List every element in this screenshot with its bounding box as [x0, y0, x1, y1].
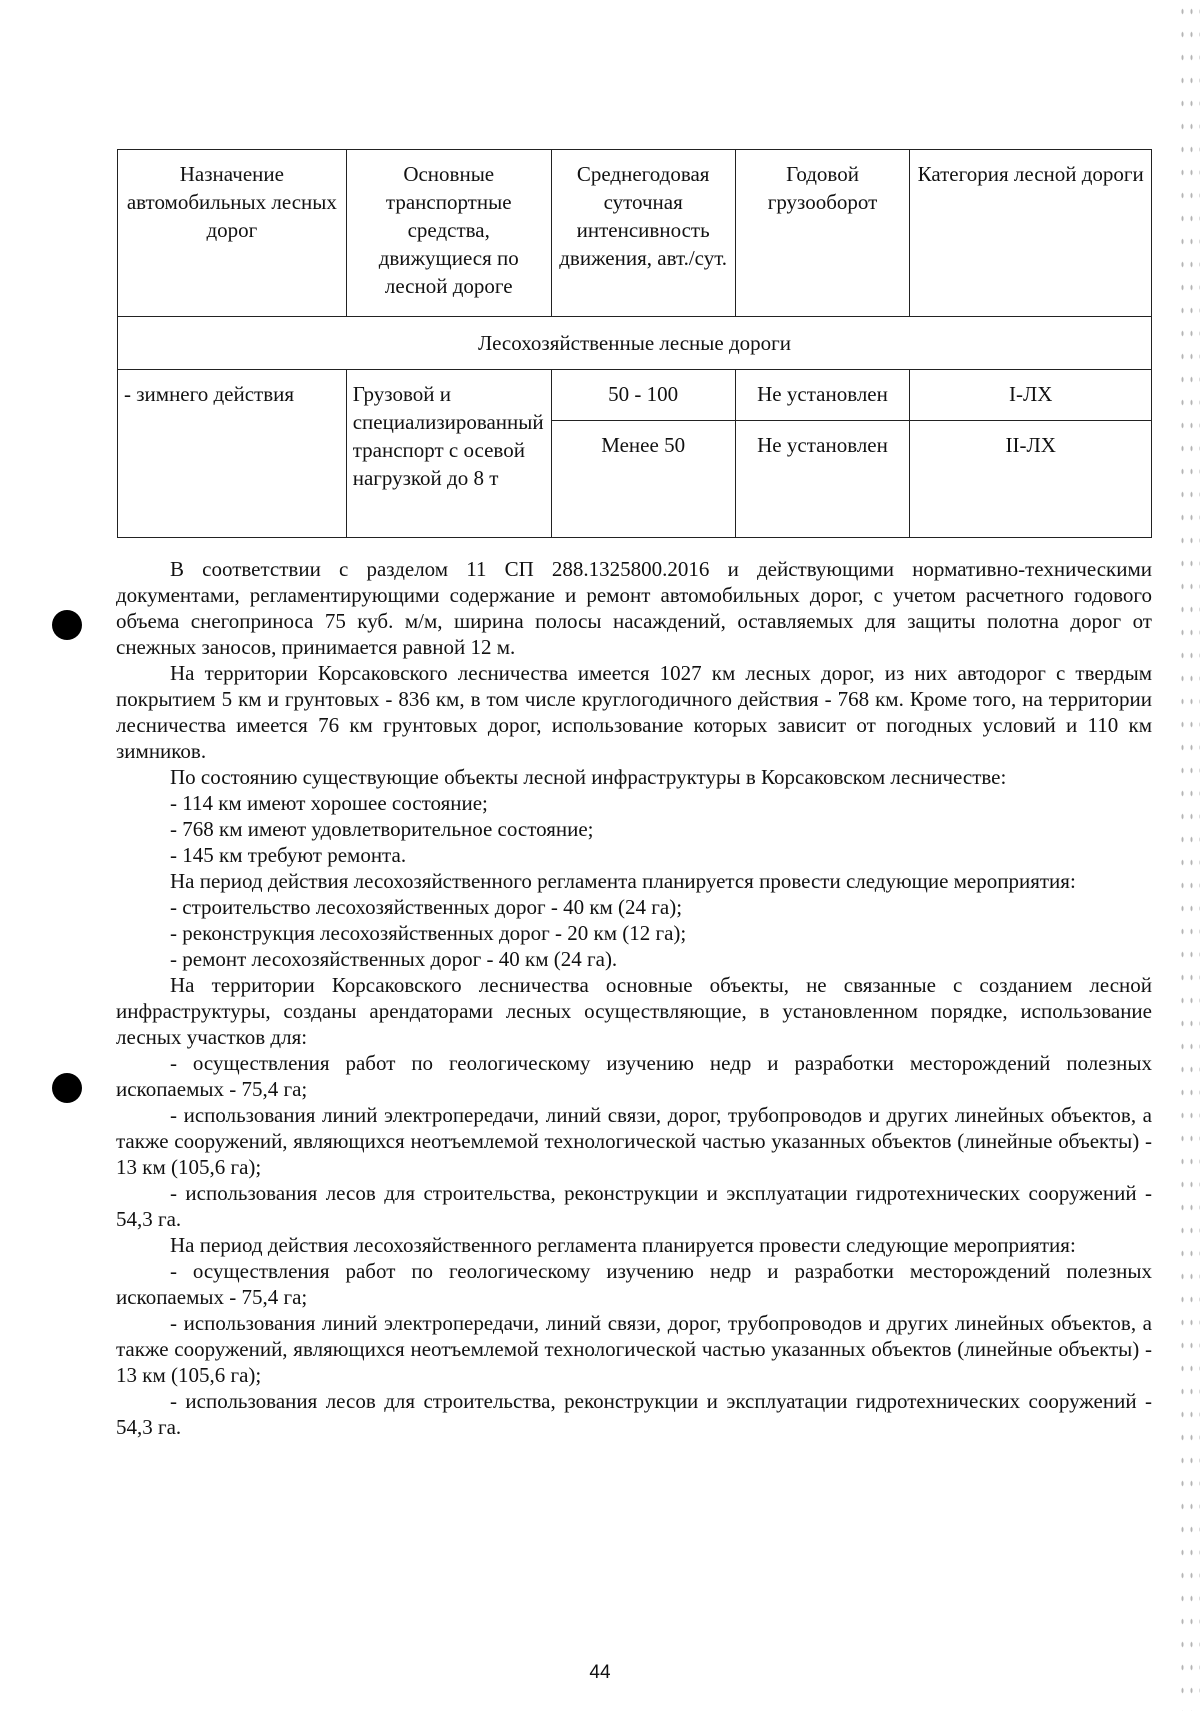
cell-intensity: 50 - 100	[551, 370, 735, 421]
scan-edge-noise	[1178, 0, 1200, 1711]
body-text	[116, 556, 1152, 1440]
header-purpose: Назначение автомобильных лесных дорог	[118, 150, 347, 317]
paragraph: На территории Корсаковского лесничества имеется 1027 км лесных дорог, из них автодорог с твердым покрытием 5 км и грунтовых - 836 км, в том числе круглогодичного действия - 768 км. Кроме того, на территории лесничества имеется 76 км грунтовых дорог, использование которых зависит от погодных условий и 110 км зимников.	[116, 661, 1152, 763]
table-header-row	[118, 150, 1152, 317]
cell-purpose: - зимнего действия	[118, 370, 347, 538]
paragraph: В соответствии с разделом 11 СП 288.1325800.2016 и действующими нормативно-техническими документами, регламентирующими содержание и ремонт автомобильных дорог, с учетом расчетного годового объема снегоприноса 75 куб. м/м, ширина полосы насаждений, оставляемых для защиты полотна дорог от снежных заносов, принимается равной 12 м.	[116, 557, 1152, 659]
list-item: - использования лесов для строительства, реконструкции и эксплуатации гидротехнических сооружений - 54,3 га.	[116, 1389, 1152, 1439]
list-item: - осуществления работ по геологическому изучению недр и разработки месторождений полезных ископаемых - 75,4 га;	[116, 1051, 1152, 1101]
cell-intensity: Менее 50	[551, 421, 735, 538]
cell-category: II-ЛХ	[910, 421, 1152, 538]
paragraph: На период действия лесохозяйственного регламента планируется провести следующие мероприятия:	[170, 869, 1076, 893]
list-item: - 145 км требуют ремонта.	[170, 843, 407, 867]
list-item: - ремонт лесохозяйственных дорог - 40 км (24 га).	[170, 947, 618, 971]
list-item: - 768 км имеют удовлетворительное состояние;	[170, 817, 594, 841]
cell-turnover: Не установлен	[735, 421, 910, 538]
forest-roads-table	[117, 149, 1152, 538]
header-category: Категория лесной дороги	[910, 150, 1152, 317]
list-item: - 114 км имеют хорошее состояние;	[170, 791, 488, 815]
paragraph: По состоянию существующие объекты лесной инфраструктуры в Корсаковском лесничестве:	[170, 765, 1007, 789]
page-number: 44	[589, 1662, 611, 1683]
table-section-row	[118, 317, 1152, 370]
punch-hole	[52, 610, 82, 640]
list-item: - осуществления работ по геологическому изучению недр и разработки месторождений полезных ископаемых - 75,4 га;	[116, 1259, 1152, 1309]
list-item: - строительство лесохозяйственных дорог - 40 км (24 га);	[170, 895, 683, 919]
cell-category: I-ЛХ	[910, 370, 1152, 421]
paragraph: На территории Корсаковского лесничества основные объекты, не связанные с созданием лесной инфраструктуры, созданы арендаторами лесных осуществляющие, в установленном порядке, использование лесных участков для:	[116, 973, 1152, 1049]
table-row	[118, 370, 1152, 421]
list-item: - использования лесов для строительства, реконструкции и эксплуатации гидротехнических сооружений - 54,3 га.	[116, 1181, 1152, 1231]
header-vehicles: Основные транспортные средства, движущиеся по лесной дороге	[346, 150, 551, 317]
list-item: - использования линий электропередачи, линий связи, дорог, трубопроводов и других линейных объектов, а также сооружений, являющихся неотъемлемой технологической частью указанных объектов (линейные объекты) - 13 км (105,6 га);	[116, 1311, 1152, 1387]
cell-turnover: Не установлен	[735, 370, 910, 421]
section-title: Лесохозяйственные лесные дороги	[118, 317, 1152, 370]
cell-vehicles: Грузовой и специализированный транспорт с осевой нагрузкой до 8 т	[346, 370, 551, 538]
list-item: - реконструкция лесохозяйственных дорог - 20 км (12 га);	[170, 921, 687, 945]
punch-hole	[52, 1073, 82, 1103]
paragraph: На период действия лесохозяйственного регламента планируется провести следующие мероприятия:	[170, 1233, 1076, 1257]
header-turnover: Годовой грузооборот	[735, 150, 910, 317]
list-item: - использования линий электропередачи, линий связи, дорог, трубопроводов и других линейных объектов, а также сооружений, являющихся неотъемлемой технологической частью указанных объектов (линейные объекты) - 13 км (105,6 га);	[116, 1103, 1152, 1179]
header-intensity: Среднегодовая суточная интенсивность движения, авт./сут.	[551, 150, 735, 317]
